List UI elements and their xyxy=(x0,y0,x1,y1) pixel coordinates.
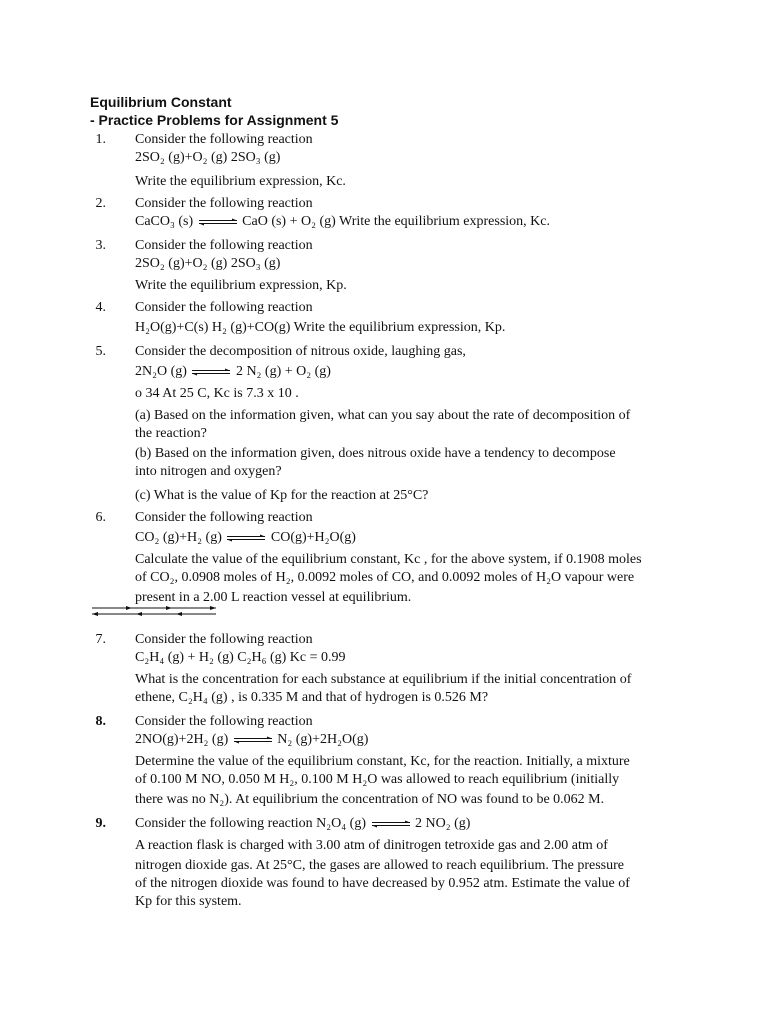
document-title: Equilibrium Constant xyxy=(90,94,232,110)
problem-line: (c) What is the value of Kp for the reaction at 25°C? xyxy=(135,488,429,503)
problem-line: o 34 At 25 C, Kc is 7.3 x 10 . xyxy=(135,386,299,401)
equilibrium-arrows-decoration xyxy=(90,604,218,618)
problem-line: Determine the value of the equilibrium constant, Kc, for the reaction. Initially, a mixture xyxy=(135,754,630,769)
problem-number: 4. xyxy=(95,300,106,315)
problem-number: 8. xyxy=(95,714,106,729)
problem-number: 3. xyxy=(95,238,106,253)
problem-line: 2SO₂ (g)+O₂ (g) 2SO₃ (g) xyxy=(135,150,281,165)
problem-line: Write the equilibrium expression, Kp. xyxy=(135,278,347,293)
problem-line: Calculate the value of the equilibrium constant, Kc , for the above system, if 0.1908 moles xyxy=(135,552,642,567)
problem-line: H₂O(g)+C(s) H₂ (g)+CO(g) Write the equilibrium expression, Kp. xyxy=(135,320,506,335)
problem-number: 7. xyxy=(95,632,106,647)
problem-number: 1. xyxy=(95,132,106,147)
problem-line: present in a 2.00 L reaction vessel at equilibrium. xyxy=(135,590,412,605)
problem-line: Kp for this system. xyxy=(135,894,242,909)
problem-line: there was no N₂). At equilibrium the concentration of NO was found to be 0.062 M. xyxy=(135,792,605,807)
problem-statement: Consider the decomposition of nitrous oxide, laughing gas, xyxy=(135,344,466,359)
problem-line: the reaction? xyxy=(135,426,207,441)
problem-line: (b) Based on the information given, does nitrous oxide have a tendency to decompose xyxy=(135,446,616,461)
problem-statement: Consider the following reaction xyxy=(135,132,313,147)
problem-line: 2SO₂ (g)+O₂ (g) 2SO₃ (g) xyxy=(135,256,281,271)
problem-line: 2N₂O (g) 2 N₂ (g) + O₂ (g) xyxy=(135,364,331,379)
problem-line: (a) Based on the information given, what can you say about the rate of decomposition of xyxy=(135,408,631,423)
problem-number: 6. xyxy=(95,510,106,525)
problem-line: C₂H₄ (g) + H₂ (g) C₂H₆ (g) Kc = 0.99 xyxy=(135,650,346,665)
problem-line: Write the equilibrium expression, Kc. xyxy=(135,174,346,189)
problem-line: nitrogen dioxide gas. At 25°C, the gases are allowed to reach equilibrium. The pressure xyxy=(135,858,624,873)
problem-statement: Consider the following reaction xyxy=(135,196,313,211)
problem-statement: Consider the following reaction xyxy=(135,300,313,315)
problem-number: 9. xyxy=(95,816,106,831)
equilibrium-arrow-icon xyxy=(191,368,231,376)
equilibrium-arrow-icon xyxy=(198,218,238,226)
problem-line: ethene, C₂H₄ (g) , is 0.335 M and that of hydrogen is 0.526 M? xyxy=(135,690,489,705)
problem-line: CaCO₃ (s) CaO (s) + O₂ (g) Write the equilibrium expression, Kc. xyxy=(135,214,550,229)
document-subtitle: - Practice Problems for Assignment 5 xyxy=(90,112,339,128)
problem-line: CO₂ (g)+H₂ (g) CO(g)+H₂O(g) xyxy=(135,530,356,545)
problem-line: of the nitrogen dioxide was found to have decreased by 0.952 atm. Estimate the value of xyxy=(135,876,630,891)
problem-line: A reaction flask is charged with 3.00 atm of dinitrogen tetroxide gas and 2.00 atm of xyxy=(135,838,608,853)
equilibrium-arrow-icon xyxy=(233,736,273,744)
problem-number: 5. xyxy=(95,344,106,359)
equilibrium-arrow-icon xyxy=(226,534,266,542)
problem-line: into nitrogen and oxygen? xyxy=(135,464,282,479)
problem-number: 2. xyxy=(95,196,106,211)
problem-statement: Consider the following reaction xyxy=(135,632,313,647)
problem-line: of 0.100 M NO, 0.050 M H₂, 0.100 M H₂O was allowed to reach equilibrium (initially xyxy=(135,772,620,787)
problem-statement: Consider the following reaction xyxy=(135,714,313,729)
problem-line: of CO₂, 0.0908 moles of H₂, 0.0092 moles of CO, and 0.0092 moles of H₂O vapour were xyxy=(135,570,635,585)
equilibrium-arrow-icon xyxy=(371,820,411,828)
problem-statement: Consider the following reaction xyxy=(135,510,313,525)
problem-line: 2NO(g)+2H₂ (g) N₂ (g)+2H₂O(g) xyxy=(135,732,369,747)
problem-line: What is the concentration for each substance at equilibrium if the initial concentration of xyxy=(135,672,632,687)
problem-statement: Consider the following reaction xyxy=(135,238,313,253)
problem-statement: Consider the following reaction N₂O₄ (g) 2 NO₂ (g) xyxy=(135,816,471,831)
